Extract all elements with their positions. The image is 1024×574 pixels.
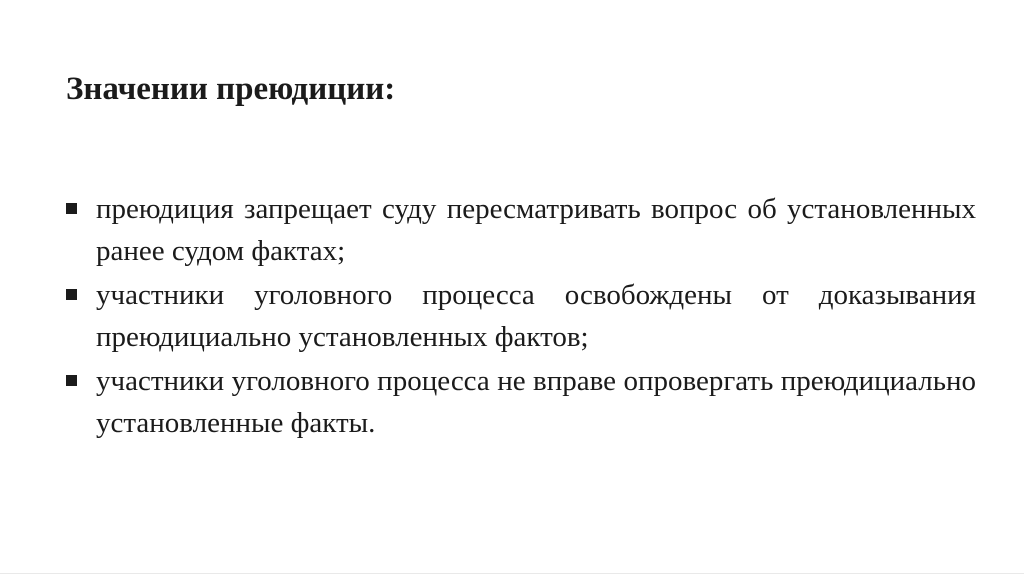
bullet-text: участники уголовного процесса освобождены от доказывания преюдициально установленных фактов; xyxy=(96,279,976,353)
bullet-item xyxy=(66,274,976,358)
square-bullet-icon xyxy=(66,375,77,386)
bullet-item xyxy=(66,360,976,444)
bullet-text: преюдиция запрещает суду пересматривать вопрос об установленных ранее судом фактах; xyxy=(96,193,976,267)
slide-title: Значении преюдиции: xyxy=(66,71,396,107)
square-bullet-icon xyxy=(66,203,77,214)
square-bullet-icon xyxy=(66,289,77,300)
bullet-text: участники уголовного процесса не вправе опровергать преюдициально установленные факты. xyxy=(96,365,976,439)
bullet-list xyxy=(66,188,976,446)
bullet-item xyxy=(66,188,976,272)
